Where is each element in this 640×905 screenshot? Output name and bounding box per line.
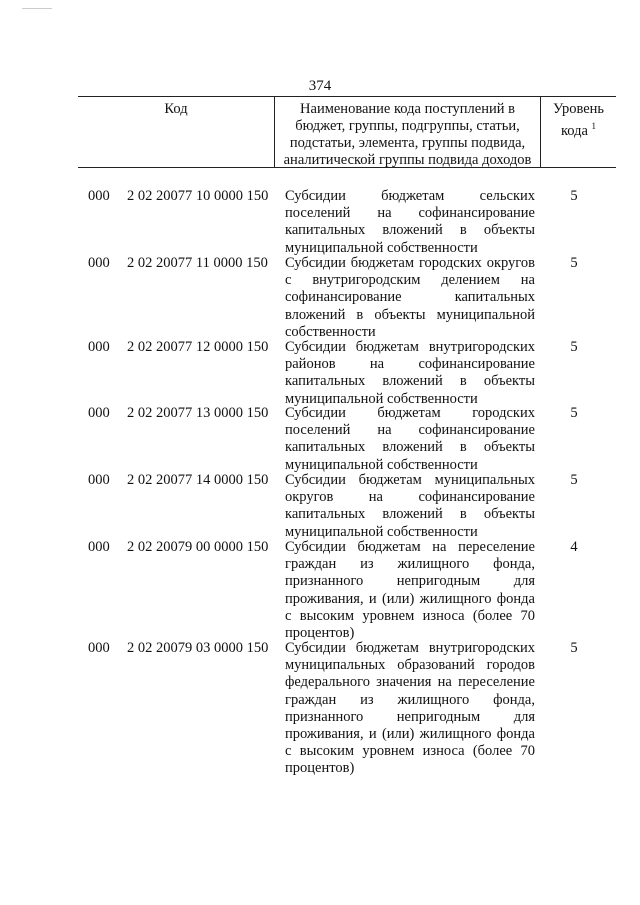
row-description: Субсидии бюджетам внутригородских муниципальных образований городов федерального значения на переселение граждан из жилищного фонда, признанного непригодным для проживания, и (или) жилищного фонда с высоким уровнем износа (более 70 процентов) <box>285 640 535 777</box>
row-level: 4 <box>570 539 578 555</box>
row-description: Субсидии бюджетам городских поселений на софинансирование капитальных вложений в объекты муниципальной собственности <box>285 405 535 473</box>
row-code: 2 02 20079 00 0000 150 <box>127 539 269 555</box>
row-level: 5 <box>570 472 578 488</box>
row-description: Субсидии бюджетам городских округов с внутригородским делением на софинансирование капитальных вложений в объекты муниципальной собственности <box>285 255 535 340</box>
row-level: 5 <box>570 188 578 204</box>
row-code: 2 02 20077 11 0000 150 <box>127 255 268 271</box>
row-prefix: 000 <box>88 339 110 355</box>
row-prefix: 000 <box>88 405 110 421</box>
row-code: 2 02 20077 12 0000 150 <box>127 339 269 355</box>
row-code: 2 02 20079 03 0000 150 <box>127 640 269 656</box>
row-description: Субсидии бюджетам внутригородских районов на софинансирование капитальных вложений в объекты муниципальной собственности <box>285 339 535 407</box>
row-code: 2 02 20077 14 0000 150 <box>127 472 269 488</box>
row-level: 5 <box>570 640 578 656</box>
header-level-line2: кода <box>560 122 588 139</box>
row-prefix: 000 <box>88 255 110 271</box>
row-description: Субсидии бюджетам сельских поселений на софинансирование капитальных вложений в объекты муниципальной собственности <box>285 188 535 256</box>
scan-mark <box>22 8 52 9</box>
row-code: 2 02 20077 13 0000 150 <box>127 405 269 421</box>
header-level-footnote: 1 <box>591 121 597 131</box>
header-name: Наименование кода поступлений в бюджет, группы, подгруппы, статьи, подстатьи, элемента, группы подвида, аналитической группы подвида доходов <box>283 101 532 168</box>
row-prefix: 000 <box>88 472 110 488</box>
row-description: Субсидии бюджетам муниципальных округов на софинансирование капитальных вложений в объекты муниципальной собственности <box>285 472 535 540</box>
row-description: Субсидии бюджетам на переселение граждан из жилищного фонда, признанного непригодным для проживания, и (или) жилищного фонда с высоким уровнем износа (более 70 процентов) <box>285 539 535 642</box>
header-level <box>541 101 616 140</box>
row-prefix: 000 <box>88 640 110 656</box>
page-number: 374 <box>308 78 332 94</box>
row-code: 2 02 20077 10 0000 150 <box>127 188 269 204</box>
row-level: 5 <box>570 339 578 355</box>
row-prefix: 000 <box>88 188 110 204</box>
header-code: Код <box>164 101 188 117</box>
row-prefix: 000 <box>88 539 110 555</box>
table-header <box>78 96 616 168</box>
header-level-line1: Уровень <box>552 101 605 117</box>
row-level: 5 <box>570 405 578 421</box>
row-level: 5 <box>570 255 578 271</box>
